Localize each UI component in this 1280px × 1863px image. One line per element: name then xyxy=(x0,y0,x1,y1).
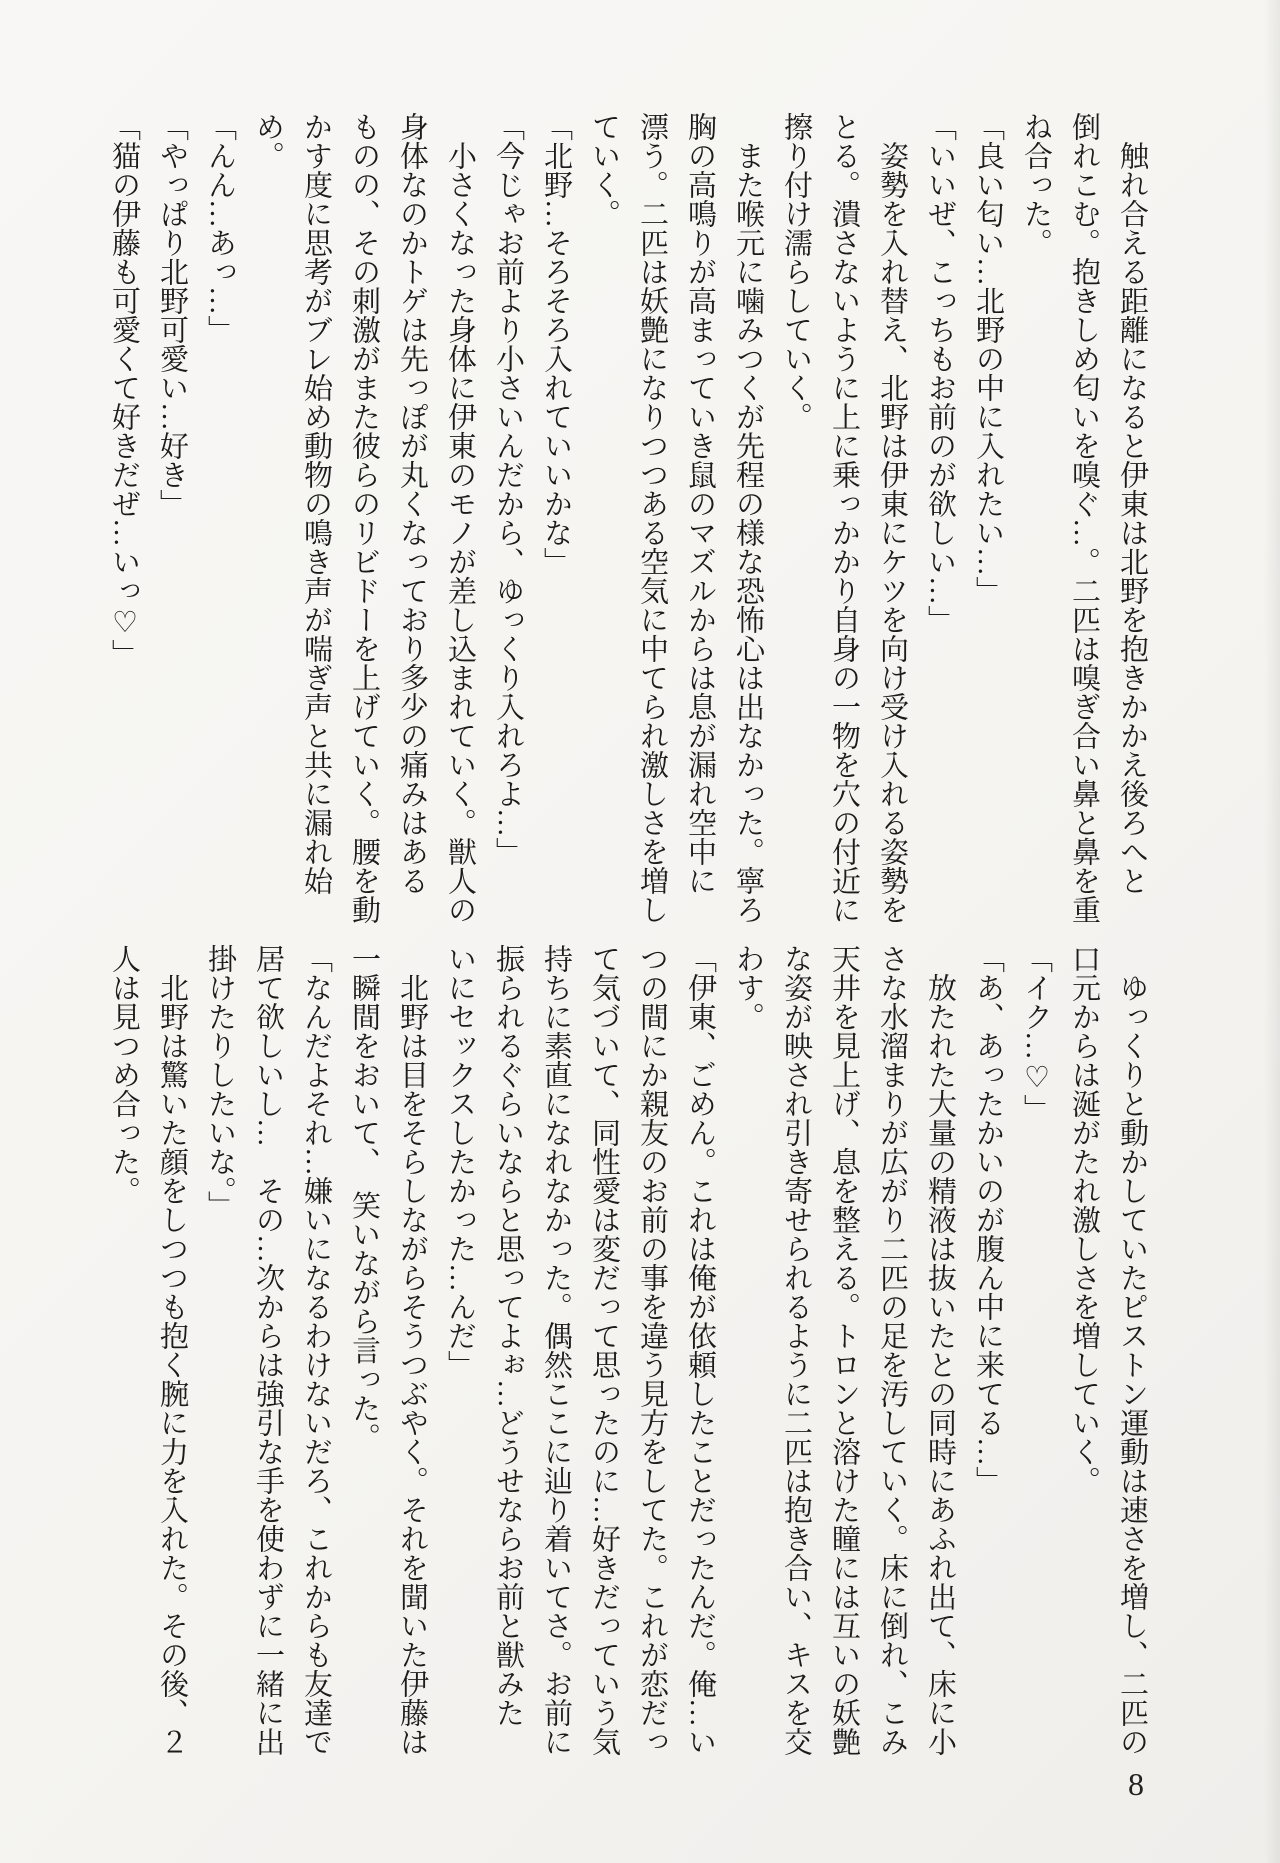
text-column: 北野は驚いた顔をしつつも抱く腕に力を入れた。その後、２ xyxy=(156,973,188,1756)
text-column: とる。潰さないように上に乗っかかり自身の一物を穴の付近に xyxy=(828,112,860,924)
text-column: ゆっくりと動かしていたピストン運動は速さを増し、二匹の xyxy=(1116,973,1148,1756)
text-column: 振られるぐらいならと思ってよぉ…どうせならお前と獣みた xyxy=(492,944,524,1727)
text-column: 一瞬間をおいて、 笑いながら言った。 xyxy=(348,944,380,1452)
text-column: 「なんだよそれ…嫌いになるわけないだろ、これからも友達で xyxy=(300,944,332,1756)
text-column: 小さくなった身体に伊東のモノが差し込まれていく。獣人の xyxy=(444,141,476,924)
text-column: ね合った。 xyxy=(1020,112,1052,257)
text-column: 人は見つめ合った。 xyxy=(108,944,140,1205)
text-column: 「伊東、ごめん。これは俺が依頼したことだったんだ。俺…い xyxy=(684,944,716,1756)
text-column: て気づいて、同性愛は変だって思ったのに…好きだっていう気 xyxy=(588,944,620,1756)
text-column: 倒れこむ。抱きしめ匂いを嗅ぐ…。二匹は嗅ぎ合い鼻と鼻を重 xyxy=(1068,112,1100,924)
text-column: さな水溜まりが広がり二匹の足を汚していく。床に倒れ、こみ xyxy=(876,944,908,1756)
text-column: 「良い匂い…北野の中に入れたい…」 xyxy=(972,112,1004,605)
text-column: かす度に思考がブレ始め動物の鳴き声が喘ぎ声と共に漏れ始 xyxy=(300,112,332,895)
text-section-bottom xyxy=(100,944,1156,1768)
text-column: 天井を見上げ、息を整える。トロンと溶けた瞳には互いの妖艶 xyxy=(828,944,860,1756)
text-column: また喉元に噛みつくが先程の様な恐怖心は出なかった。寧ろ xyxy=(732,141,764,924)
text-column: 「今じゃお前より小さいんだから、ゆっくり入れろよ…」 xyxy=(492,112,524,866)
text-column: わす。 xyxy=(732,944,764,1031)
text-column: 「んん…あっ…」 xyxy=(204,112,236,344)
text-column: 放たれた大量の精液は抜いたとの同時にあふれ出て、床に小 xyxy=(924,973,956,1756)
text-column: な姿が映され引き寄せられるように二匹は抱き合い、キスを交 xyxy=(780,944,812,1756)
text-column: 「やっぱり北野可愛い…好き」 xyxy=(156,112,188,518)
page-number: 8 xyxy=(1128,1766,1144,1802)
text-column: め。 xyxy=(252,112,284,170)
text-column: 「あ、あったかいのが腹ん中に来てる…」 xyxy=(972,944,1004,1495)
text-column: 触れ合える距離になると伊東は北野を抱きかかえ後ろへと xyxy=(1116,141,1148,895)
text-column: 身体なのかトゲは先っぽが丸くなっており多少の痛みはある xyxy=(396,112,428,895)
text-column: 「イク…♡」 xyxy=(1020,944,1052,1123)
text-column: 漂う。二匹は妖艶になりつつある空気に中てられ激しさを増し xyxy=(636,112,668,924)
text-column: 居て欲しいし… その…次からは強引な手を使わずに一緒に出 xyxy=(252,944,284,1756)
text-column: 姿勢を入れ替え、北野は伊東にケツを向け受け入れる姿勢を xyxy=(876,141,908,924)
text-section-top xyxy=(100,112,1156,936)
text-column: 掛けたりしたいな。」 xyxy=(204,944,236,1220)
text-column: 「北野…そろそろ入れていいかな」 xyxy=(540,112,572,576)
text-column: 擦り付け濡らしていく。 xyxy=(780,112,812,431)
text-column: 胸の高鳴りが高まっていき鼠のマズルからは息が漏れ空中に xyxy=(684,112,716,895)
text-column: ものの、その刺激がまた彼らのリビドーを上げていく。腰を動 xyxy=(348,112,380,924)
text-column: 「猫の伊藤も可愛くて好きだぜ…いっ♡」 xyxy=(108,112,140,668)
text-column: 口元からは涎がたれ激しさを増していく。 xyxy=(1068,944,1100,1495)
text-column: 持ちに素直になれなかった。偶然ここに辿り着いてさ。お前に xyxy=(540,944,572,1756)
text-column: 北野は目をそらしながらそうつぶやく。それを聞いた伊藤は xyxy=(396,973,428,1756)
text-column: 「いいぜ、こっちもお前のが欲しい…」 xyxy=(924,112,956,634)
text-column: ていく。 xyxy=(588,112,620,228)
text-column: つの間にか親友のお前の事を違う見方をしてた。これが恋だっ xyxy=(636,944,668,1756)
text-column: いにセックスしたかった…んだ」 xyxy=(444,944,476,1379)
